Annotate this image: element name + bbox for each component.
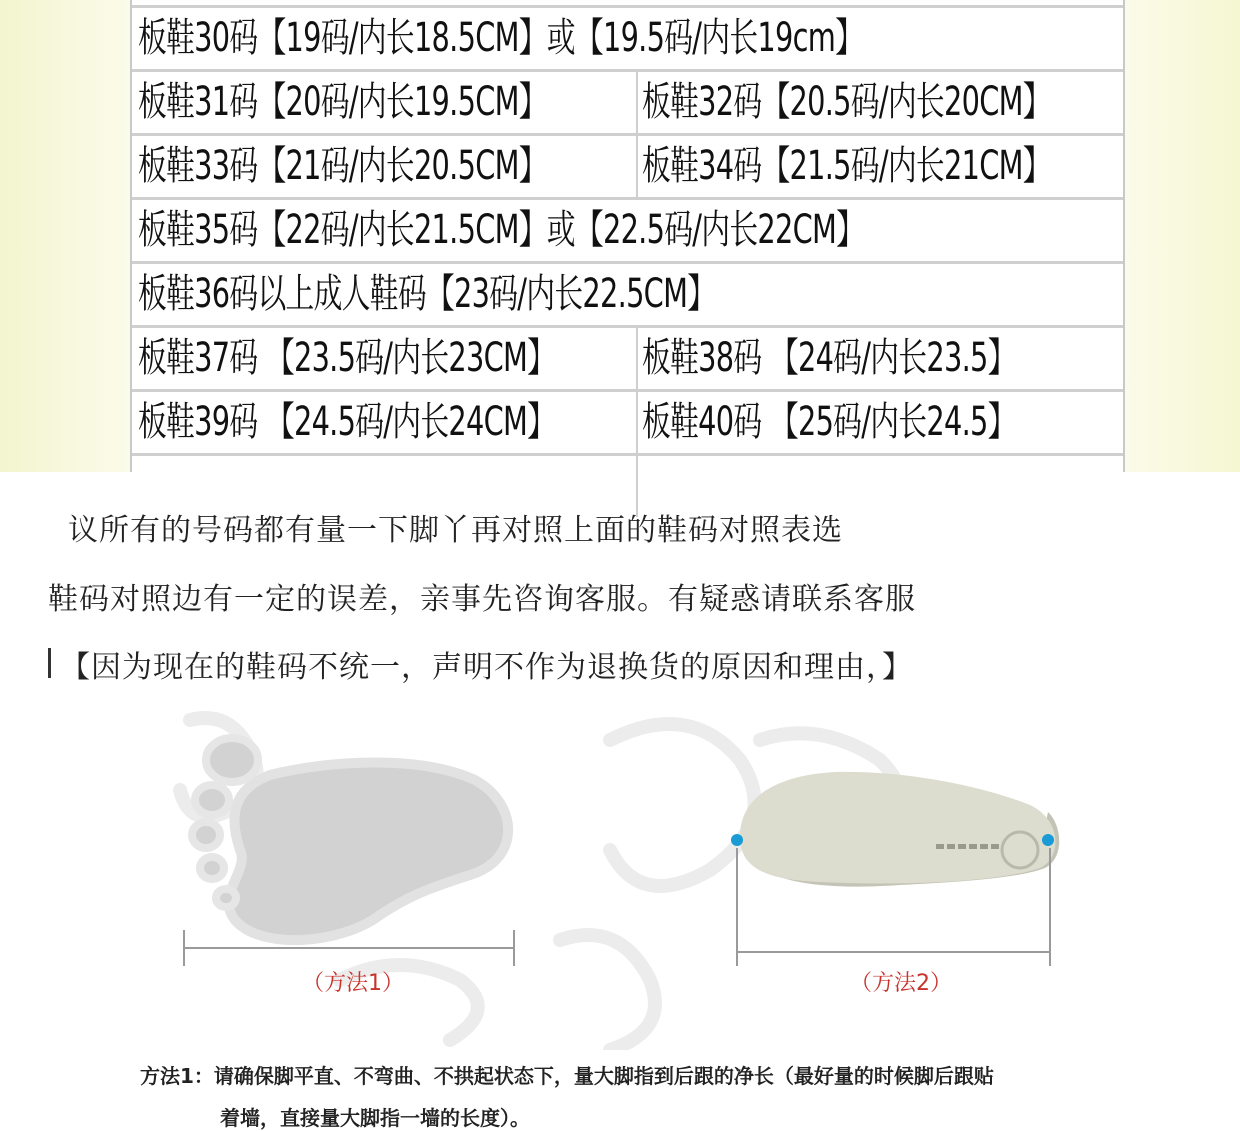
measurement-illustration: [0, 700, 1240, 1050]
method-2-label: （方法2）: [850, 971, 952, 996]
table-row: [132, 136, 1123, 200]
column-divider: [636, 136, 638, 197]
table-cell: 板鞋38码 【24码/内长23.5】: [642, 335, 1016, 381]
table-cell: 板鞋33码【21码/内长20.5CM】: [138, 143, 547, 189]
instruction-line-2: 着墙，直接量大脚指一墙的长度）。: [220, 1106, 530, 1130]
size-chart-table: [130, 0, 1125, 472]
column-divider: [636, 328, 638, 389]
table-cell: 板鞋30码【19码/内长18.5CM】或【19.5码/内长19cm】: [138, 15, 864, 61]
table-cell: 板鞋34码【21.5码/内长21CM】: [642, 143, 1051, 189]
marker-dot-right: [1042, 834, 1054, 846]
table-row: [132, 8, 1123, 72]
notice-line-3: 【因为现在的鞋码不统一，声明不作为退换货的原因和理由，】: [60, 650, 913, 685]
table-cell: 板鞋36码以上成人鞋码【23码/内长22.5CM】: [138, 271, 716, 317]
instruction-line-1: 方法1：请确保脚平直、不弯曲、不拱起状态下，量大脚指到后跟的净长（最好量的时候脚后跟贴: [140, 1064, 994, 1088]
table-cell: 板鞋40码 【25码/内长24.5】: [642, 399, 1016, 445]
table-row: [132, 392, 1123, 456]
method-1-label: （方法1）: [302, 971, 404, 996]
toe-3: [192, 822, 220, 848]
marker-dot-left: [731, 834, 743, 846]
column-divider: [636, 72, 638, 133]
column-divider: [636, 392, 638, 453]
table-row: [132, 72, 1123, 136]
notice-line-1: 议所有的号码都有量一下脚丫再对照上面的鞋码对照表选: [68, 513, 843, 548]
table-cell: 板鞋35码【22码/内长21.5CM】或【22.5码/内长22CM】: [138, 207, 865, 253]
notice-line-2: 鞋码对照边有一定的误差，亲事先咨询客服。有疑惑请联系客服: [48, 582, 916, 617]
footprint-icon: [192, 738, 508, 940]
notice-bar: [48, 648, 51, 678]
table-row: [132, 328, 1123, 392]
foot-sole: [229, 763, 508, 941]
table-cell: 板鞋31码【20码/内长19.5CM】: [138, 79, 547, 125]
measurement-diagram: [0, 700, 1240, 1050]
table-cell: 板鞋32码【20.5码/内长20CM】: [642, 79, 1051, 125]
size-table-section: [0, 0, 1240, 472]
insole-icon: [731, 772, 1059, 887]
toe-4: [200, 857, 224, 879]
table-cell: 板鞋39码 【24.5码/内长24CM】: [138, 399, 556, 445]
toe-1: [206, 738, 258, 782]
toe-2: [195, 785, 229, 815]
toe-5: [216, 889, 236, 907]
table-row: [132, 264, 1123, 328]
table-row: [132, 200, 1123, 264]
table-row-cut: [132, 0, 1123, 8]
insole-top: [740, 772, 1055, 884]
table-cell: 板鞋37码 【23.5码/内长23CM】: [138, 335, 556, 381]
